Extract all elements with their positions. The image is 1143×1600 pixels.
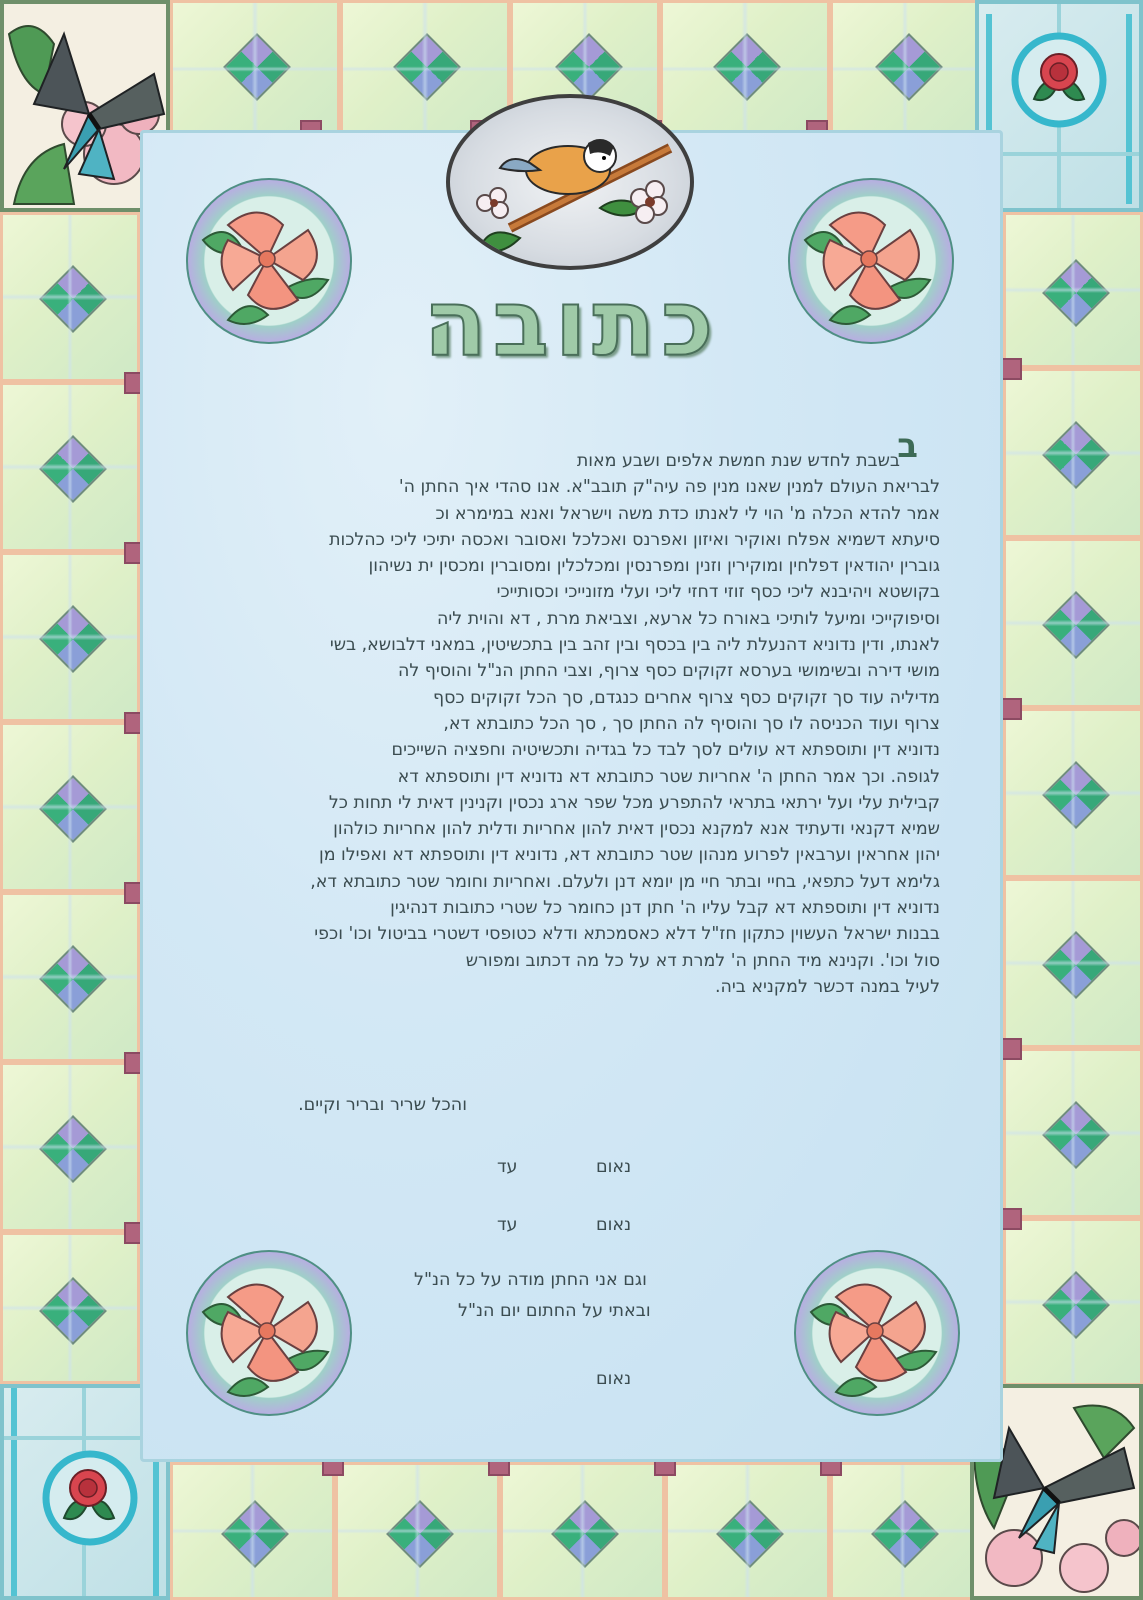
border-tile [0, 382, 140, 552]
border-tile [0, 892, 140, 1062]
body-line: לאנתו, ודין נדוניא דהנעלת ליה בין בכסף ובין זהב בין בתכשיטין, במאני דלבושא, בשי [329, 635, 940, 656]
border-tile [170, 0, 340, 138]
border-tile [500, 1462, 665, 1600]
closing-line: והכל שריר ובריר וקיים. [298, 1095, 467, 1115]
groom-statement-line-1: וגם אני החתן מודה על כל הנ"ל [414, 1270, 647, 1290]
flower-medallion-bottom-left [186, 1250, 352, 1416]
body-line: מדיליה עוד סך זקוקים כסף צרוף אחרים כנגדם, סך הכל זקוקים כסף [432, 687, 940, 708]
border-tile [1003, 1218, 1143, 1386]
border-tile [1003, 878, 1143, 1048]
bird-on-branch-icon [450, 98, 682, 258]
border-tile [1003, 538, 1143, 708]
opening-letter: ב [897, 426, 918, 466]
body-line: קבילית עלי ועל ירתאי בתראי להתפרע מכל שפר ארג נכסין וקנינין דאית לי תחות כל [328, 792, 940, 813]
lily-flower-icon [188, 1252, 346, 1410]
rose-icon [979, 4, 1139, 208]
border-tile [830, 1462, 975, 1600]
body-line: נדוניא דין ותוספתא דא קבל עליו ה' חתן דנן כחומר כל שטרי כתובות דנהיגין [390, 898, 940, 919]
body-line: יהון אחראין וערבאין לפרוע מנהון שטר כתובתא דא, נדוניא דין ותוספתא דא ואפילו מן [318, 845, 940, 866]
border-tile [1003, 212, 1143, 368]
body-line: מושי דירה ובשימושי בערסא זקוקים כסף צרוף, וצבי החתן הנ"ל והוסיף לה [397, 661, 940, 682]
border-tile [0, 722, 140, 892]
border-tile [0, 552, 140, 722]
ketubah-title: כתובה [423, 270, 720, 377]
border-tile [830, 0, 980, 138]
body-line: סיעתא דשמיא אפלח ואוקיר ואיזון ואפרנס ואכלכל ואסובר ואכסה יתיכי ליכי כהלכות [329, 529, 940, 550]
body-line: גלימא דעל כתפאי, בחיי ובתר חיי מן יומא דנן ולעלם. ואחריות וחומר שטר כתובתא דא, [310, 871, 940, 892]
jewel [1000, 698, 1022, 720]
body-line: סול וכו'. וקנינא מיד החתן ה' למרת דא על כל מה דכתוב ומפורש [465, 950, 940, 971]
body-line: בבנות ישראל העשוין כתקון חז"ל דלא כאסמכתא ודלא כטופסי דשטרי בביטול וכו' וכפי [314, 924, 940, 945]
groom-statement-line-2: ובאתי על החתום יום הנ"ל [458, 1301, 651, 1321]
ketubah-body [218, 448, 940, 1000]
jewel [1000, 358, 1022, 380]
body-line: לעיל במנה דכשר למקניא ביה. [714, 976, 940, 997]
lily-flower-icon [796, 1252, 954, 1410]
witness-1-neum: נאום [596, 1157, 632, 1177]
border-tile [660, 0, 830, 138]
body-line: לבריאת העולם למנין שאנו מנין פה עיה"ק תובב"א. אנו סהדי איך החתן ה' [398, 477, 940, 498]
witness-1-ed: עד [497, 1157, 518, 1177]
body-line: בקושטא ויהיבנא ליכי כסף זוזי דחזי ליכי ועלי מזונייכי וכסותייכי [496, 582, 940, 603]
body-line: שמיא דקנאי ודעתיד אנא למקנא נכסין דאית להון אחריות ודלית להון אחריות כולהון [333, 819, 940, 840]
border-tile [0, 1062, 140, 1232]
border-tile [1003, 1048, 1143, 1218]
body-line: בשבת לחדש שנת חמשת אלפים ושבע מאות [576, 451, 900, 471]
jewel [1000, 1038, 1022, 1060]
body-line: אמר להדא הכלה מ' הוי לי לאנתו כדת משה וישראל ואנא במימרא וכ [435, 503, 940, 524]
border-tile [170, 1462, 335, 1600]
body-line: לגופה. וכך אמר החתן ה' אחריות שטר כתובתא דא נדוניא דין ותוספתא דא [397, 766, 940, 787]
body-line: צרוף ועוד הכניסה לו סך והוסיף לה החתן סך , סך הכל כתובתא דא, [443, 713, 940, 734]
witness-2-ed: עד [497, 1215, 518, 1235]
groom-neum: נאום [596, 1369, 632, 1389]
body-line: נדוניא דין ותוספתא דא עולים לסך לבד כל בגדיה ותכשיטיה וחפציה השייכים [391, 740, 940, 761]
jewel [1000, 1208, 1022, 1230]
flower-medallion-bottom-right [794, 1250, 960, 1416]
border-tile [1003, 368, 1143, 538]
border-tile [665, 1462, 830, 1600]
border-tile [1003, 708, 1143, 878]
border-tile [0, 212, 140, 382]
bird-oval [446, 94, 694, 270]
body-line: וסיפוקייכי ומיעל לותיכי באורח כל ארעא, וצביאת מרת , דא והוית ליה [437, 608, 940, 629]
witness-2-neum: נאום [596, 1215, 632, 1235]
border-tile [0, 1232, 140, 1384]
border-tile [335, 1462, 500, 1600]
body-line: גוברין יהודאין דפלחין ומוקירין וזנין ומפרנסין ומכלכלין ומסוברין ומכסין ית נשיהון [368, 556, 940, 577]
